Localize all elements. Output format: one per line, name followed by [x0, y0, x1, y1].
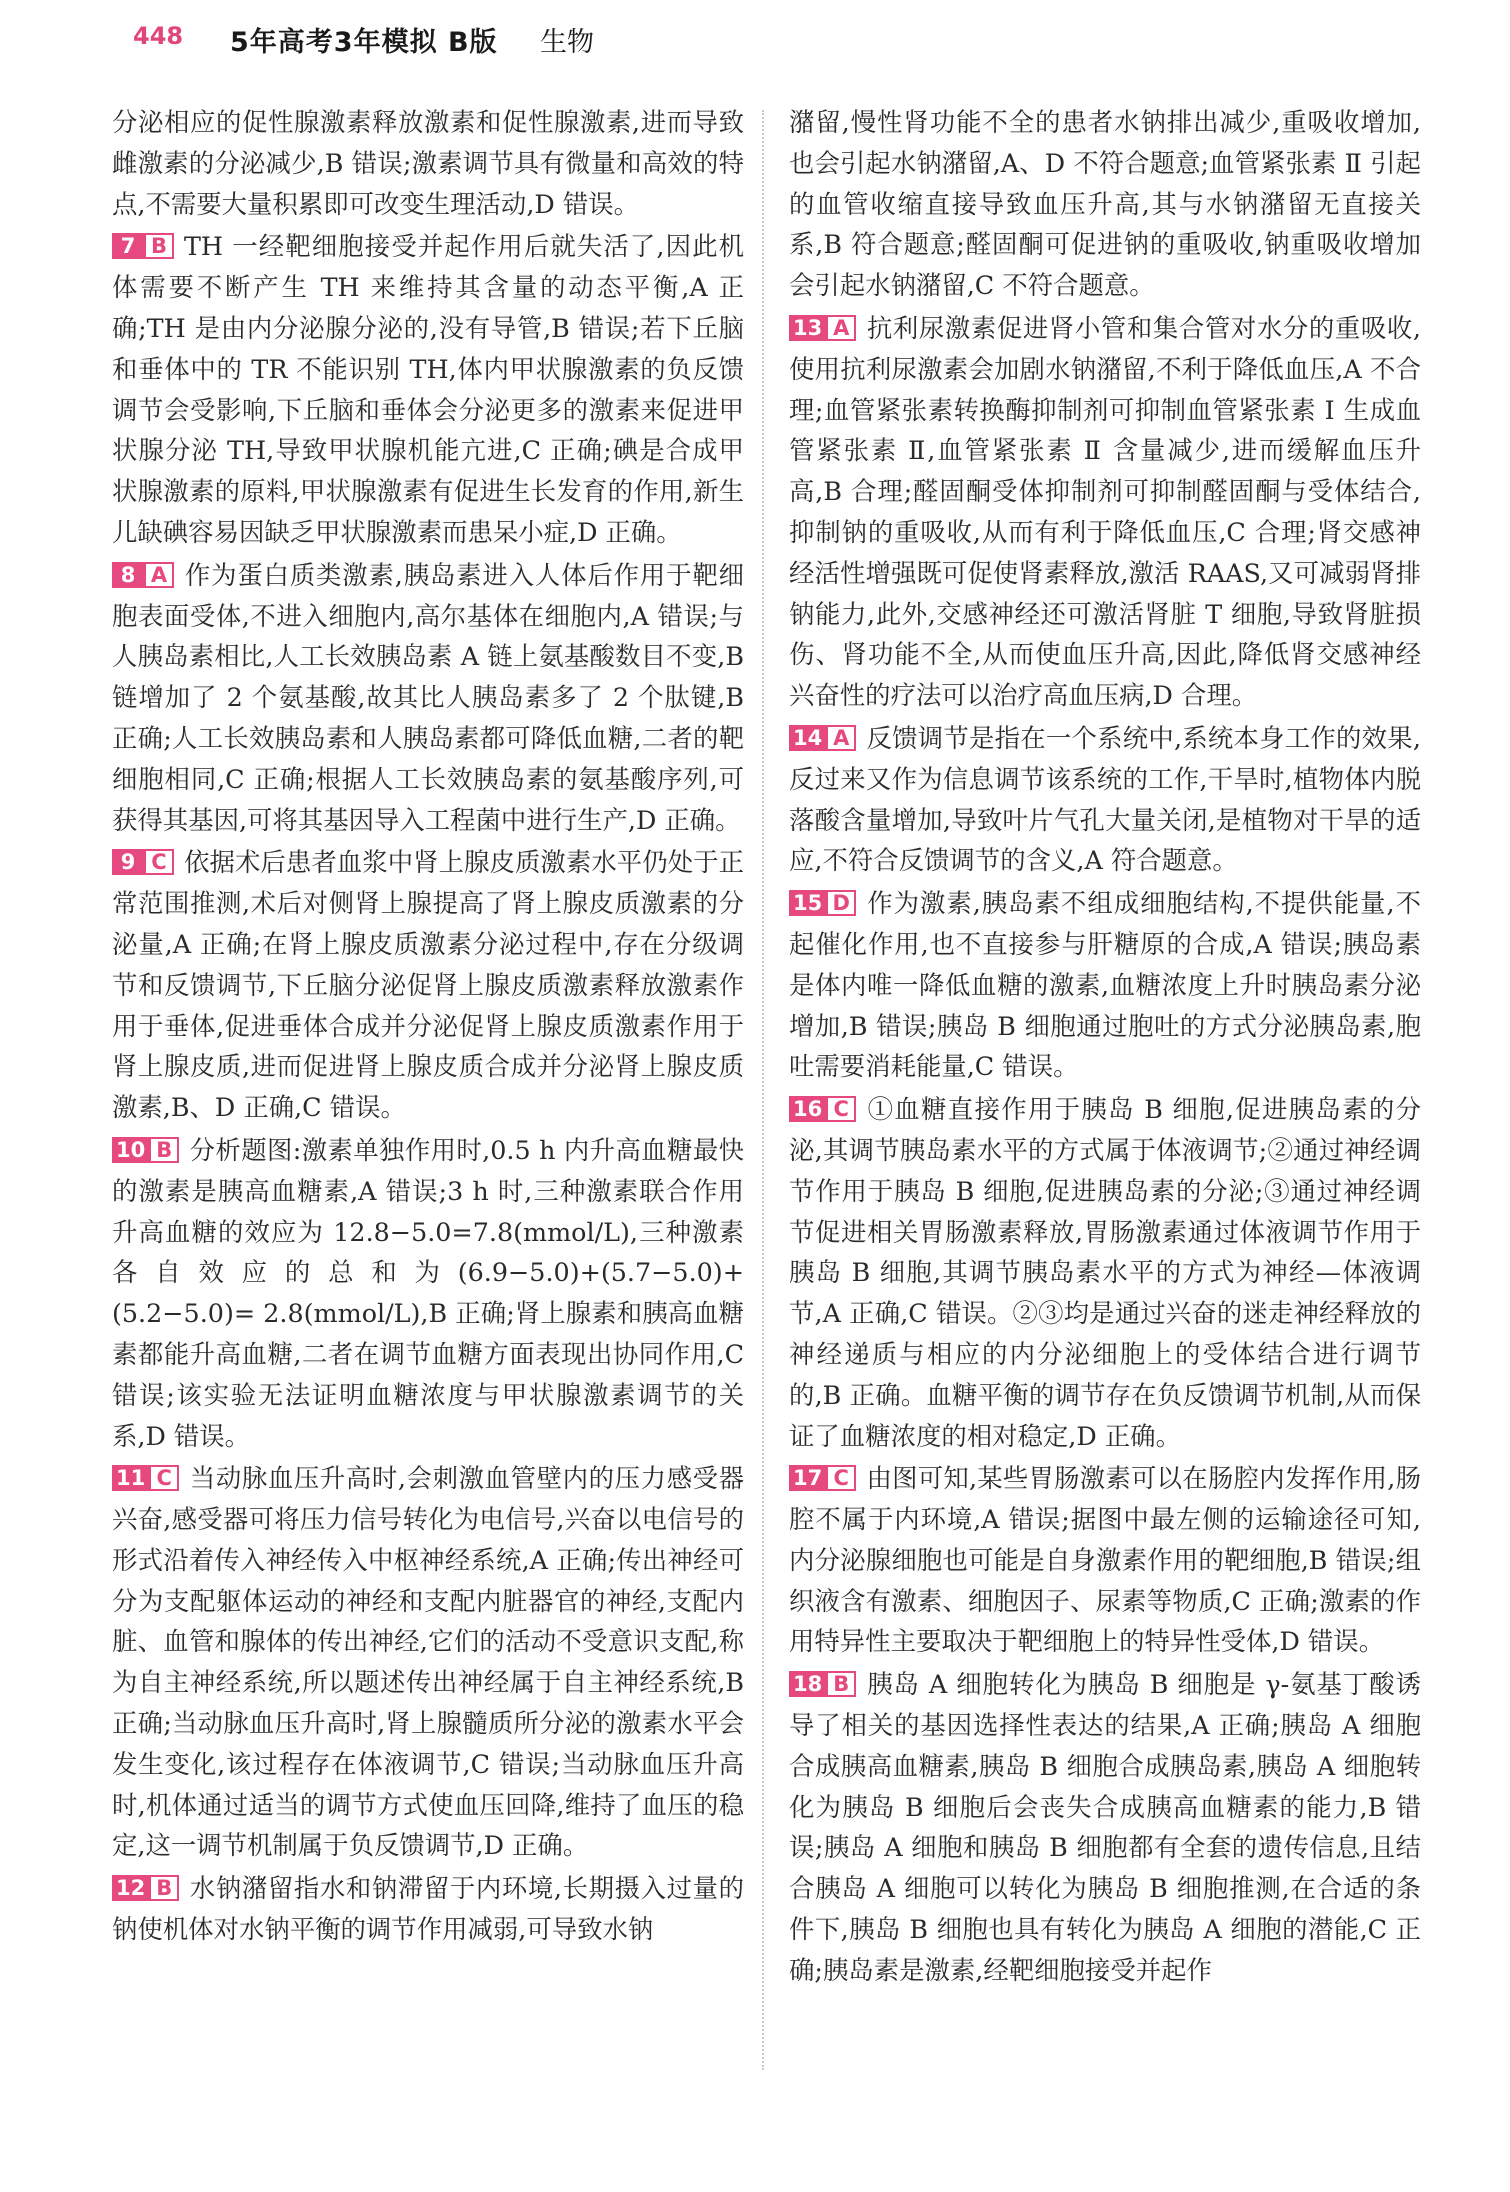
continued-text — [789, 102, 1421, 306]
question-badge — [112, 562, 174, 588]
explanation-text: 分析题图:激素单独作用时,0.5 h 内升高血糖最快的激素是胰高血糖素,A 错误;3 h 时,三种激素联合作用升高血糖的效应为 12.8−5.0=7.8(mmol/L),三种激素各自效应的总和为(6.9−5.0)+(5.7−5.0)+(5.2−5.0)= 2.8(mmol/L),B 正确;肾上腺素和胰高血糖素都能升高血糖,二者在调节血糖方面表现出协同作用,C 错误;该实验无法证明血糖浓度与甲状腺激素调节的关系,D 错误。 — [112, 1134, 744, 1451]
answer-letter: C — [826, 1096, 856, 1122]
answer-letter: B — [149, 1875, 179, 1901]
answer-item-14 — [789, 718, 1421, 881]
question-number: 14 — [789, 725, 826, 751]
question-number: 12 — [112, 1875, 149, 1901]
column-divider — [762, 110, 764, 2070]
answer-letter: A — [826, 725, 856, 751]
left-column — [112, 102, 744, 1952]
question-number: 11 — [112, 1465, 149, 1491]
answer-item-12 — [112, 1868, 744, 1950]
answer-letter: B — [826, 1671, 856, 1697]
page-header — [0, 0, 1510, 80]
answer-letter: C — [149, 1465, 179, 1491]
explanation-text: 抗利尿激素促进肾小管和集合管对水分的重吸收,使用抗利尿激素会加剧水钠潴留,不利于降低血压,A 不合理;血管紧张素转换酶抑制剂可抑制血管紧张素 Ⅰ 生成血管紧张素 Ⅱ,血管紧张素 Ⅱ 含量减少,进而缓解血压升高,B 合理;醛固酮受体抑制剂可抑制醛固酮与受体结合,抑制钠的重吸收,从而有利于降低血压,C 合理;肾交感神经活性增强既可促使肾素释放,激活 RAAS,又可减弱肾排钠能力,此外,交感神经还可激活肾脏 T 细胞,导致肾脏损伤、肾功能不全,从而使血压升高,因此,降低肾交感神经兴奋性的疗法可以治疗高血压病,D 合理。 — [789, 312, 1421, 711]
explanation-text: 由图可知,某些胃肠激素可以在肠腔内发挥作用,肠腔不属于内环境,A 错误;据图中最左侧的运输途径可知,内分泌腺细胞也可能是自身激素作用的靶细胞,B 错误;组织液含有激素、细胞因子、尿素等物质,C 正确;激素的作用特异性主要取决于靶细胞上的特异性受体,D 错误。 — [789, 1463, 1421, 1657]
question-badge — [789, 890, 856, 916]
question-badge — [789, 1465, 856, 1491]
explanation-text: 水钠潴留指水和钠滞留于内环境,长期摄入过量的钠使机体对水钠平衡的调节作用减弱,可导致水钠 — [112, 1873, 744, 1945]
question-number: 7 — [112, 233, 144, 259]
answer-item-18 — [789, 1664, 1421, 1990]
answer-item-16 — [789, 1089, 1421, 1456]
explanation-text: 分泌相应的促性腺激素释放激素和促性腺激素,进而导致雌激素的分泌减少,B 错误;激素调节具有微量和高效的特点,不需要大量积累即可改变生理活动,D 错误。 — [112, 107, 744, 219]
question-number: 13 — [789, 315, 826, 341]
answer-item-17 — [789, 1458, 1421, 1662]
question-badge — [112, 849, 174, 875]
question-badge — [112, 1875, 179, 1901]
answer-item-15 — [789, 883, 1421, 1087]
explanation-text: 胰岛 A 细胞转化为胰岛 B 细胞是 γ-氨基丁酸诱导了相关的基因选择性表达的结果,A 正确;胰岛 A 细胞合成胰高血糖素,胰岛 B 细胞合成胰岛素,胰岛 A 细胞转化为胰岛 B 细胞后会丧失合成胰高血糖素的能力,B 错误;胰岛 A 细胞和胰岛 B 细胞都有全套的遗传信息,且结合胰岛 A 细胞可以转化为胰岛 B 细胞推测,在合适的条件下,胰岛 B 细胞也具有转化为胰岛 A 细胞的潜能,C 正确;胰岛素是激素,经靶细胞接受并起作 — [789, 1669, 1421, 1985]
continued-text — [112, 102, 744, 224]
right-column — [789, 102, 1421, 1993]
explanation-text: 反馈调节是指在一个系统中,系统本身工作的效果,反过来又作为信息调节该系统的工作,干旱时,植物体内脱落酸含量增加,导致叶片气孔大量关闭,是植物对干旱的适应,不符合反馈调节的含义,A 符合题意。 — [789, 722, 1421, 876]
subject-label: 生物 — [540, 27, 594, 58]
answer-item-8 — [112, 555, 744, 841]
question-badge — [789, 725, 856, 751]
explanation-text: 依据术后患者血浆中肾上腺皮质激素水平仍处于正常范围推测,术后对侧肾上腺提高了肾上腺皮质激素的分泌量,A 正确;在肾上腺皮质激素分泌过程中,存在分级调节和反馈调节,下丘脑分泌促肾上腺皮质激素释放激素作用于垂体,促进垂体合成并分泌促肾上腺皮质激素作用于肾上腺皮质,进而促进肾上腺皮质合成并分泌肾上腺皮质激素,B、D 正确,C 错误。 — [112, 847, 744, 1123]
answer-item-9 — [112, 842, 744, 1128]
explanation-text: ①血糖直接作用于胰岛 B 细胞,促进胰岛素的分泌,其调节胰岛素水平的方式属于体液调节;②通过神经调节作用于胰岛 B 细胞,促进胰岛素的分泌;③通过神经调节促进相关胃肠激素释放,胃肠激素通过体液调节作用于胰岛 B 细胞,其调节胰岛素水平的方式为神经—体液调节,A 正确,C 错误。②③均是通过兴奋的迷走神经释放的神经递质与相应的内分泌细胞上的受体结合进行调节的,B 正确。血糖平衡的调节存在负反馈调节机制,从而保证了血糖浓度的相对稳定,D 正确。 — [789, 1094, 1421, 1451]
question-number: 9 — [112, 849, 144, 875]
answer-item-11 — [112, 1458, 744, 1866]
question-number: 17 — [789, 1465, 826, 1491]
question-badge — [112, 1465, 179, 1491]
explanation-text: TH 一经靶细胞接受并起作用后就失活了,因此机体需要不断产生 TH 来维持其含量的动态平衡,A 正确;TH 是由内分泌腺分泌的,没有导管,B 错误;若下丘脑和垂体中的 TR 不能识别 TH,体内甲状腺激素的负反馈调节会受影响,下丘脑和垂体会分泌更多的激素来促进甲状腺分泌 TH,导致甲状腺机能亢进,C 正确;碘是合成甲状腺激素的原料,甲状腺激素有促进生长发育的作用,新生儿缺碘容易因缺乏甲状腺激素而患呆小症,D 正确。 — [112, 231, 744, 547]
question-badge — [112, 233, 174, 259]
page-number: 448 — [133, 22, 184, 50]
question-badge — [789, 1096, 856, 1122]
question-number: 10 — [112, 1137, 149, 1163]
explanation-text: 作为蛋白质类激素,胰岛素进入人体后作用于靶细胞表面受体,不进入细胞内,高尔基体在细胞内,A 错误;与人胰岛素相比,人工长效胰岛素 A 链上氨基酸数目不变,B 链增加了 2 个氨基酸,故其比人胰岛素多了 2 个肽键,B 正确;人工长效胰岛素和人胰岛素都可降低血糖,二者的靶细胞相同,C 正确;根据人工长效胰岛素的氨基酸序列,可获得其基因,可将其基因导入工程菌中进行生产,D 正确。 — [112, 559, 744, 835]
question-number: 8 — [112, 562, 144, 588]
answer-letter: B — [144, 233, 174, 259]
explanation-text: 作为激素,胰岛素不组成细胞结构,不提供能量,不起催化作用,也不直接参与肝糖原的合成,A 错误;胰岛素是体内唯一降低血糖的激素,血糖浓度上升时胰岛素分泌增加,B 错误;胰岛 B 细胞通过胞吐的方式分泌胰岛素,胞吐需要消耗能量,C 错误。 — [789, 888, 1421, 1082]
answer-item-13 — [789, 308, 1421, 716]
book-title: 5年高考3年模拟 B版 — [230, 27, 498, 58]
question-badge — [789, 1671, 856, 1697]
question-number: 15 — [789, 890, 826, 916]
answer-letter: C — [144, 849, 174, 875]
answer-item-7 — [112, 226, 744, 552]
answer-letter: D — [826, 890, 856, 916]
question-badge — [789, 315, 856, 341]
question-badge — [112, 1137, 179, 1163]
question-number: 18 — [789, 1671, 826, 1697]
explanation-text: 当动脉血压升高时,会刺激血管壁内的压力感受器兴奋,感受器可将压力信号转化为电信号,兴奋以电信号的形式沿着传入神经传入中枢神经系统,A 正确;传出神经可分为支配躯体运动的神经和支配内脏器官的神经,支配内脏、血管和腺体的传出神经,它们的活动不受意识支配,称为自主神经系统,所以题述传出神经属于自主神经系统,B 正确;当动脉血压升高时,肾上腺髓质所分泌的激素水平会发生变化,该过程存在体液调节,C 错误;当动脉血压升高时,机体通过适当的调节方式使血压回降,维持了血压的稳定,这一调节机制属于负反馈调节,D 正确。 — [112, 1463, 744, 1861]
answer-letter: A — [826, 315, 856, 341]
question-number: 16 — [789, 1096, 826, 1122]
answer-letter: B — [149, 1137, 179, 1163]
explanation-text: 潴留,慢性肾功能不全的患者水钠排出减少,重吸收增加,也会引起水钠潴留,A、D 不符合题意;血管紧张素 Ⅱ 引起的血管收缩直接导致血压升高,其与水钠潴留无直接关系,B 符合题意;醛固酮可促进钠的重吸收,钠重吸收增加会引起水钠潴留,C 不符合题意。 — [789, 107, 1421, 301]
answer-letter: A — [144, 562, 174, 588]
answer-item-10 — [112, 1130, 744, 1456]
answer-letter: C — [826, 1465, 856, 1491]
